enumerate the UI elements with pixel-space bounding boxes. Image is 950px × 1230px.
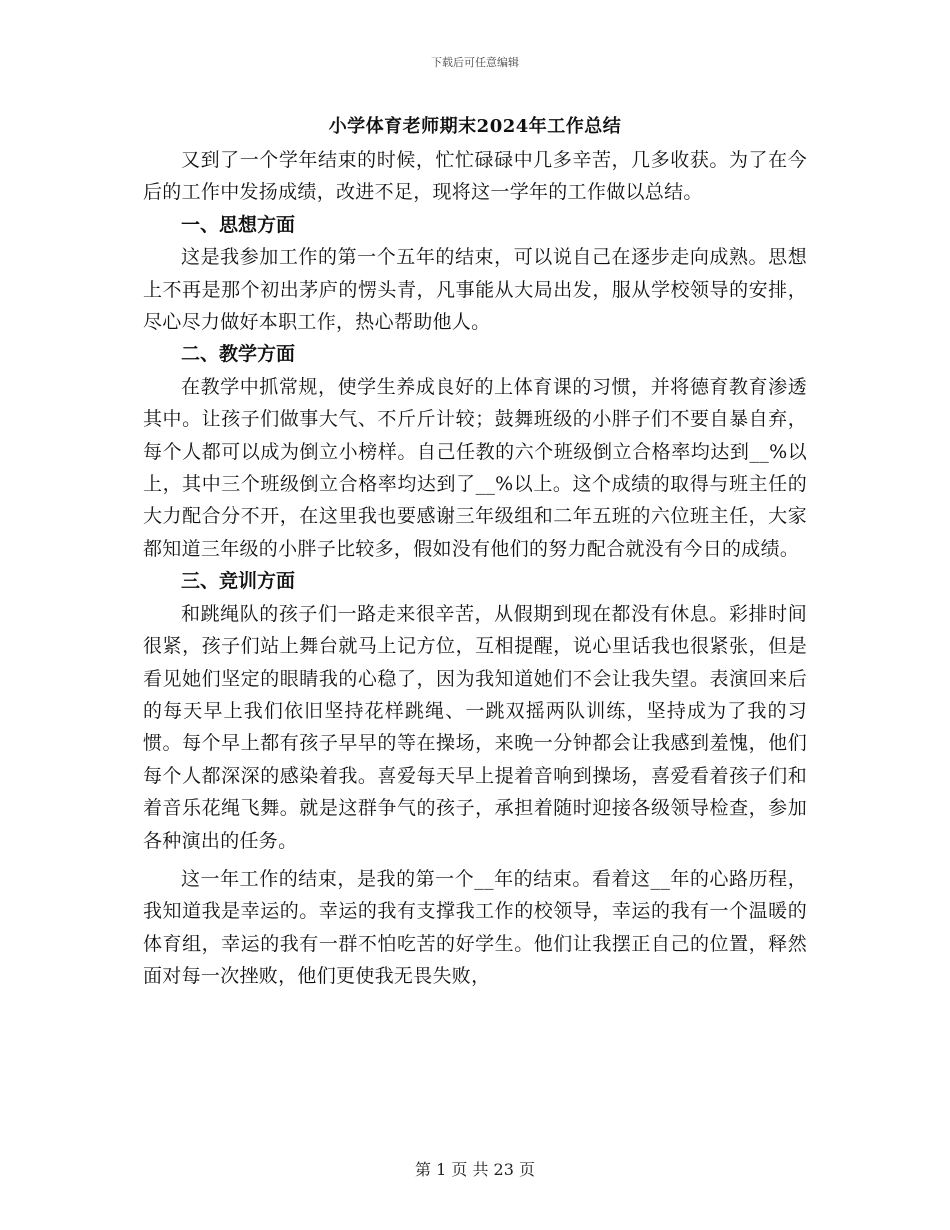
section-body-teaching: 在教学中抓常规，使学生养成良好的上体育课的习惯，并将德育教育渗透其中。让孩子们做事大气、不斤斤计较；鼓舞班级的小胖子们不要自暴自弃，每个人都可以成为倒立小榜样。自己任教的六个班级倒立合格率均达到__%以上，其中三个班级倒立合格率均达到了__%以上。这个成绩的取得与班主任的大力配合分不开，在这里我也要感谢三年级组和二年五班的六位班主任，大家都知道三年级的小胖子比较多，假如没有他们的努力配合就没有今日的成绩。 (143, 375, 807, 560)
section-body-training: 和跳绳队的孩子们一路走来很辛苦，从假期到现在都没有休息。彩排时间很紧，孩子们站上舞台就马上记方位，互相提醒，说心里话我也很紧张，但是看见她们坚定的眼睛我的心稳了，因为我知道她们不会让我失望。表演回来后的每天早上我们依旧坚持花样跳绳、一跳双摇两队训练，坚持成为了我的习惯。每个早上都有孩子早早的等在操场，来晚一分钟都会让我感到羞愧，他们每个人都深深的感染着我。喜爱每天早上提着音响到操场，喜爱看着孩子们和着音乐花绳飞舞。就是这群争气的孩子，承担着随时迎接各级领导检查，参加各种演出的任务。 (143, 602, 807, 852)
header-note: 下载后可任意编辑 (431, 56, 519, 69)
section-heading-training: 三、竞训方面 (181, 570, 296, 593)
section-heading-thought: 一、思想方面 (181, 213, 296, 236)
intro-paragraph: 又到了一个学年结束的时候，忙忙碌碌中几多辛苦，几多收获。为了在今后的工作中发扬成绩，改进不足，现将这一学年的工作做以总结。 (143, 149, 807, 204)
closing-paragraph: 这一年工作的结束，是我的第一个__年的结束。看着这__年的心路历程，我知道我是幸运的。幸运的我有支撑我工作的校领导，幸运的我有一个温暖的体育组，幸运的我有一群不怕吃苦的好学生。他们让我摆正自己的位置，释然面对每一次挫败，他们更使我无畏失败， (143, 867, 807, 988)
document-body (143, 144, 807, 993)
page-number: 第 1 页 共 23 页 (415, 1160, 535, 1179)
section-heading-teaching: 二、教学方面 (181, 343, 296, 366)
section-body-thought: 这是我参加工作的第一个五年的结束，可以说自己在逐步走向成熟。思想上不再是那个初出茅庐的愣头青，凡事能从大局出发，服从学校领导的安排，尽心尽力做好本职工作，热心帮助他人。 (143, 246, 807, 334)
document-title: 小学体育老师期末2024年工作总结 (328, 116, 622, 137)
